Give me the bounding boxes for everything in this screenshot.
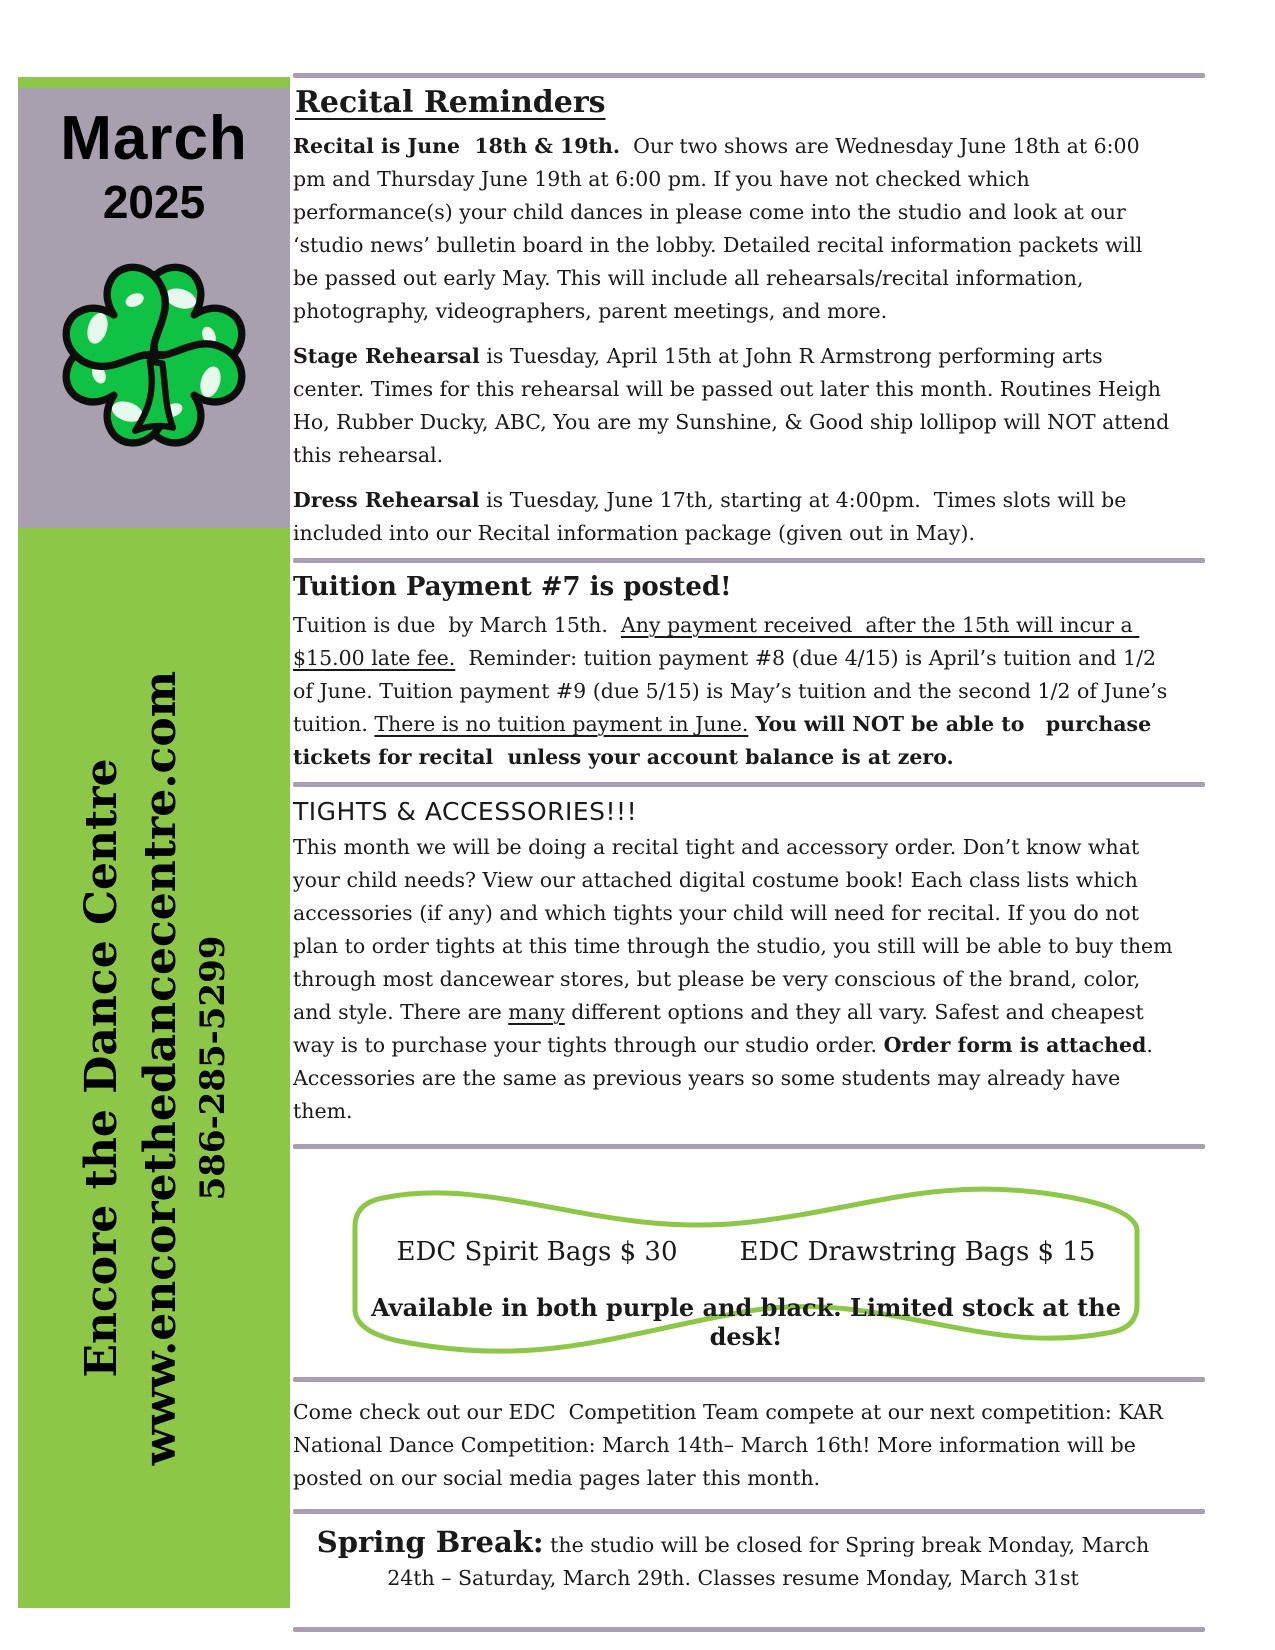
section-divider-bottom xyxy=(293,1627,1205,1632)
dress-rehearsal-paragraph xyxy=(293,484,1173,550)
stage-rehearsal-paragraph xyxy=(293,340,1176,472)
dress-rehearsal-text: is Tuesday, June 17th, starting at 4:00pm. Times slots will be included into our Recital information package (given out in May). xyxy=(293,488,1133,545)
stage-rehearsal-text: is Tuesday, April 15th at John R Armstrong performing arts center. Times for this rehearsal will be passed out later this month. Routines Heigh Ho, Rubber Ducky, ABC, You are my Sunshine, & Good ship lollipop will NOT attend this rehearsal. xyxy=(293,344,1176,467)
competition-paragraph: Come check out our EDC Competition Team compete at our next competition: KAR National Dance Competition: March 14th– March 16th! More information will be posted on our social media pages later this month. xyxy=(293,1400,1170,1490)
spring-break-text: the studio will be closed for Spring break Monday, March 24th – Saturday, March 29th. Classes resume Monday, March 31st xyxy=(387,1533,1156,1590)
bags-price-line xyxy=(341,1237,1151,1267)
studio-phone: 586-285-5299 xyxy=(193,935,234,1201)
studio-website: www.encorethedancecentre.com xyxy=(135,670,187,1466)
recital-date-lead: Recital is June 18th & 19th. xyxy=(293,134,621,158)
recital-paragraph xyxy=(293,130,1173,328)
many-underline: many xyxy=(508,1000,565,1024)
tights-end-text: . Accessories are the same as previous years so some students may already have them. xyxy=(293,1033,1160,1123)
shamrock-clipart-icon xyxy=(47,250,261,456)
bags-availability-line: Available in both purple and black. Limited stock at the desk! xyxy=(371,1293,1121,1351)
masthead-month: March xyxy=(60,104,248,173)
spirit-bag-price: EDC Spirit Bags $ 30 xyxy=(396,1237,678,1267)
tuition-paragraph xyxy=(293,609,1173,774)
drawstring-bag-price: EDC Drawstring Bags $ 15 xyxy=(739,1237,1096,1267)
ticket-warning-bold: You will NOT be able to purchase tickets for recital unless your account balance is at zero. xyxy=(293,712,1159,769)
section-divider xyxy=(293,1377,1205,1382)
section-divider xyxy=(293,1144,1205,1149)
no-june-payment-underline: There is no tuition payment in June. xyxy=(374,712,749,736)
tuition-heading: Tuition Payment #7 is posted! xyxy=(293,572,732,602)
recital-body-text: Our two shows are Wednesday June 18th at 6:00 pm and Thursday June 19th at 6:00 pm. If you have not checked which performance(s) your child dances in please come into the studio and look at our ‘studio news’ bulletin board in the lobby. Detailed recital information packets will be passed out early May. This will include all rehearsals/recital information, photography, videographers, parent meetings, and more. xyxy=(293,134,1149,323)
main-content xyxy=(293,73,1205,1632)
late-fee-underline: Any payment received after the 15th will incur a $15.00 late fee. xyxy=(293,613,1140,670)
masthead xyxy=(18,88,290,528)
recital-reminders-heading: Recital Reminders xyxy=(295,85,606,120)
section-divider xyxy=(293,558,1205,563)
tights-intro-text: This month we will be doing a recital tight and accessory order. Don’t know what your child needs? View our attached digital costume book! Each class lists which accessories (if any) and which tights your child will need for recital. If you do not plan to order tights at this time through the studio, you still will be able to buy them through most dancewear stores, but please be very conscious of the brand, color, and style. There are xyxy=(293,835,1180,1024)
sidebar xyxy=(18,77,290,1608)
spirit-bags-callout-box xyxy=(341,1171,1151,1357)
section-divider xyxy=(293,782,1205,787)
spring-break-paragraph xyxy=(293,1526,1173,1595)
dress-rehearsal-lead: Dress Rehearsal xyxy=(293,488,480,512)
tights-paragraph xyxy=(293,831,1180,1128)
tights-middle-text: different options and they all vary. Safest and cheapest way is to purchase your tights through our studio order. xyxy=(293,1000,1151,1057)
tuition-due-text: Tuition is due by March 15th. xyxy=(293,613,621,637)
sidebar-vertical-text xyxy=(18,528,290,1608)
sidebar-vertical-inner xyxy=(72,671,236,1465)
order-form-bold: Order form is attached xyxy=(883,1033,1147,1057)
section-divider-top xyxy=(293,73,1205,78)
section-divider xyxy=(293,1509,1205,1514)
spring-break-lead: Spring Break: xyxy=(316,1525,544,1559)
masthead-year: 2025 xyxy=(102,176,206,229)
studio-name: Encore the Dance Centre xyxy=(76,758,128,1378)
tights-heading: TIGHTS & ACCESSORIES!!! xyxy=(293,797,638,826)
tuition-reminder-text: Reminder: tuition payment #8 (due 4/15) is April’s tuition and 1/2 of June. Tuition payment #9 (due 5/15) is May’s tuition and the second 1/2 of June’s tuition. xyxy=(293,646,1174,736)
stage-rehearsal-lead: Stage Rehearsal xyxy=(293,344,480,368)
